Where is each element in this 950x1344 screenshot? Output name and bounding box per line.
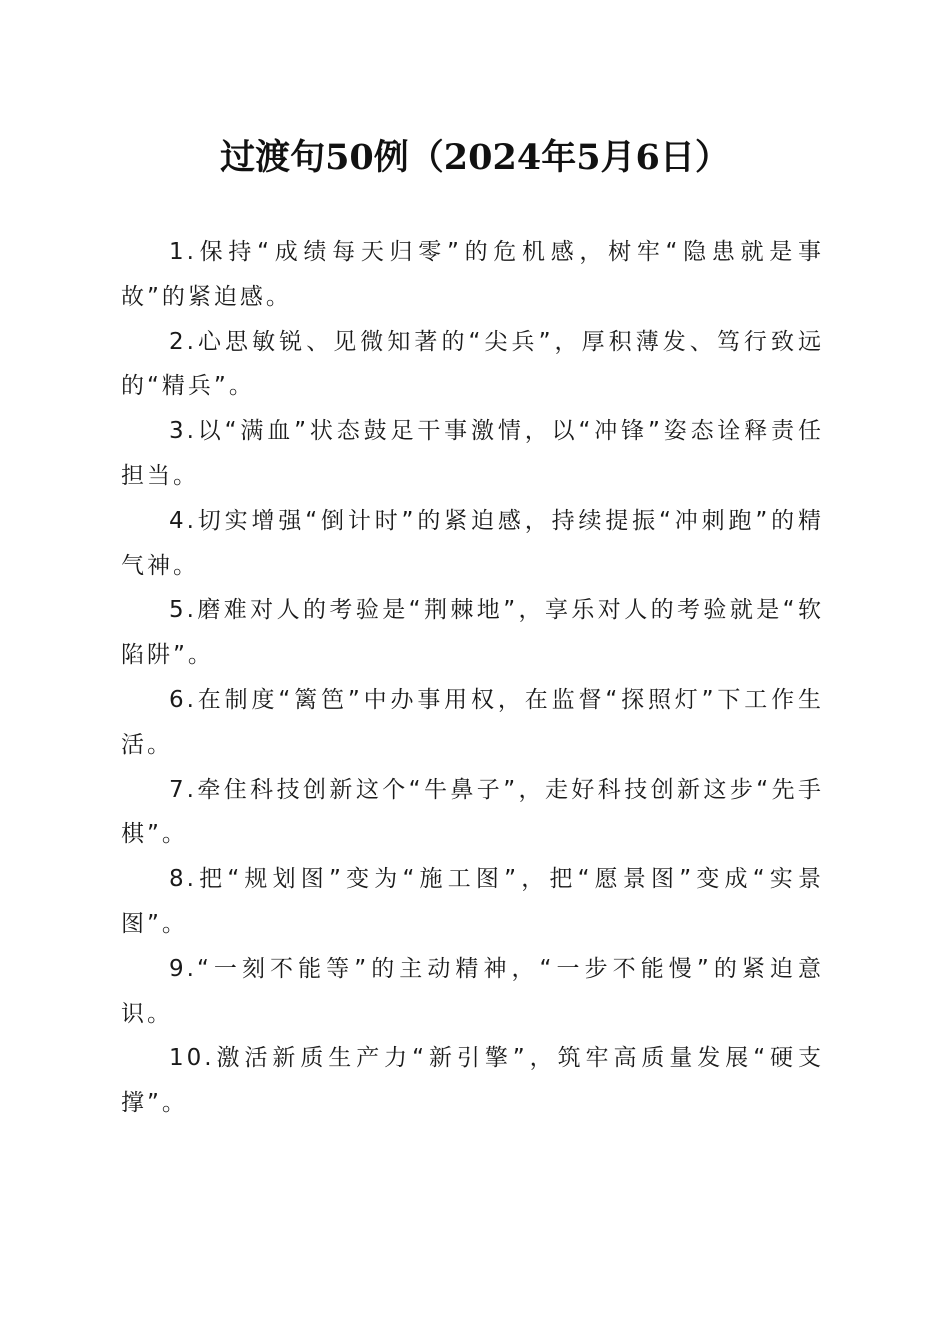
list-item: 3.以“满血”状态鼓足干事激情，以“冲锋”姿态诠释责任担当。 — [121, 418, 824, 489]
list-item: 7.牵住科技创新这个“牛鼻子”，走好科技创新这步“先手棋”。 — [121, 776, 824, 848]
list-item: 10.激活新质生产力“新引擎”，筑牢高质量发展“硬支撑”。 — [121, 1045, 824, 1117]
list-item: 2.心思敏锐、见微知著的“尖兵”，厚积薄发、笃行致远的“精兵”。 — [121, 328, 824, 400]
list-item: 6.在制度“篱笆”中办事用权，在监督“探照灯”下工作生活。 — [121, 686, 824, 758]
list-item: 9.“一刻不能等”的主动精神，“一步不能慢”的紧迫意识。 — [121, 955, 824, 1027]
document-body — [121, 230, 824, 1126]
list-item: 4.切实增强“倒计时”的紧迫感，持续提振“冲刺跑”的精气神。 — [121, 507, 824, 579]
list-item: 5.磨难对人的考验是“荆棘地”，享乐对人的考验就是“软陷阱”。 — [121, 597, 824, 669]
list-item: 1.保持“成绩每天归零”的危机感，树牢“隐患就是事故”的紧迫感。 — [121, 239, 824, 310]
list-item: 8.把“规划图”变为“施工图”，把“愿景图”变成“实景图”。 — [121, 866, 824, 937]
document-title: 过渡句50例（2024年5月6日） — [220, 137, 730, 178]
